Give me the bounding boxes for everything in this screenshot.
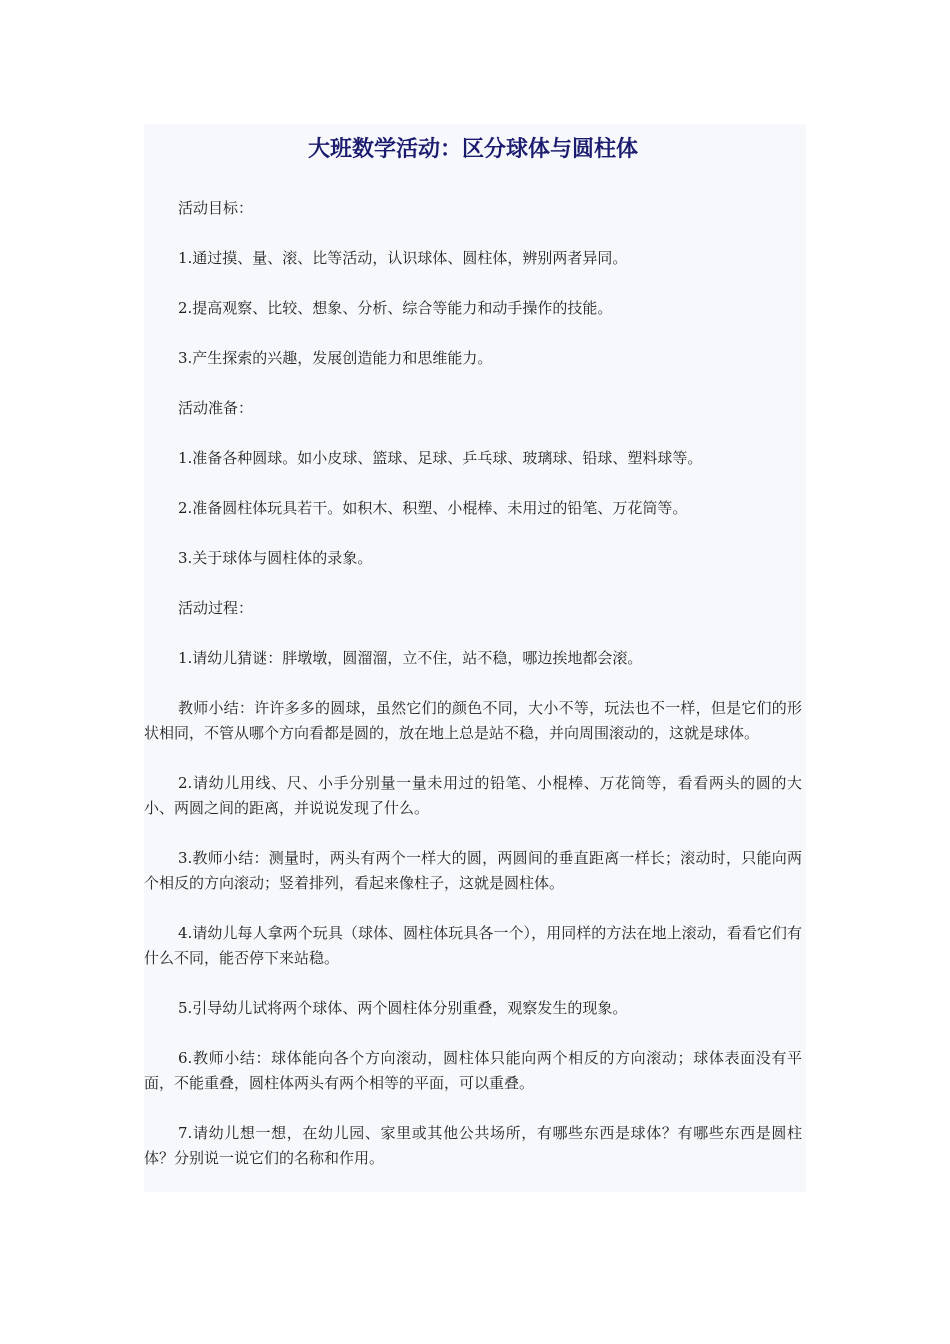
paragraph: 1.通过摸、量、滚、比等活动，认识球体、圆柱体，辨别两者异同。 bbox=[178, 249, 628, 267]
paragraph: 3.产生探索的兴趣，发展创造能力和思维能力。 bbox=[178, 349, 493, 367]
paragraph: 4.请幼儿每人拿两个玩具（球体、圆柱体玩具各一个），用同样的方法在地上滚动，看看它们有什么不同，能否停下来站稳。 bbox=[144, 924, 802, 967]
paragraph: 2.提高观察、比较、想象、分析、综合等能力和动手操作的技能。 bbox=[178, 299, 613, 317]
paragraph: 7.请幼儿想一想，在幼儿园、家里或其他公共场所，有哪些东西是球体？有哪些东西是圆柱体？分别说一说它们的名称和作用。 bbox=[144, 1124, 802, 1167]
paragraph: 活动准备： bbox=[178, 399, 254, 417]
paragraph: 活动目标： bbox=[178, 199, 254, 217]
paragraph: 1.请幼儿猜谜：胖墩墩，圆溜溜，立不住，站不稳，哪边挨地都会滚。 bbox=[178, 649, 643, 667]
paragraph: 活动过程： bbox=[178, 599, 254, 617]
paragraph: 2.请幼儿用线、尺、小手分别量一量未用过的铅笔、小棍棒、万花筒等，看看两头的圆的大小、两圆之间的距离，并说说发现了什么。 bbox=[144, 774, 802, 817]
paragraph: 5.引导幼儿试将两个球体、两个圆柱体分别重叠，观察发生的现象。 bbox=[178, 999, 628, 1017]
paragraph: 1.准备各种圆球。如小皮球、篮球、足球、乒乓球、玻璃球、铅球、塑料球等。 bbox=[178, 449, 703, 467]
document-title: 大班数学活动：区分球体与圆柱体 bbox=[307, 137, 638, 162]
paragraph: 教师小结：许许多多的圆球，虽然它们的颜色不同，大小不等，玩法也不一样，但是它们的形状相同，不管从哪个方向看都是圆的，放在地上总是站不稳，并向周围滚动的，这就是球体。 bbox=[144, 699, 802, 742]
paragraph: 2.准备圆柱体玩具若干。如积木、积塑、小棍棒、未用过的铅笔、万花筒等。 bbox=[178, 499, 688, 517]
paragraph: 3.关于球体与圆柱体的录象。 bbox=[178, 549, 373, 567]
document-panel bbox=[144, 124, 806, 1192]
paragraph: 3.教师小结：测量时，两头有两个一样大的圆，两圆间的垂直距离一样长；滚动时，只能向两个相反的方向滚动；竖着排列，看起来像柱子，这就是圆柱体。 bbox=[144, 849, 802, 892]
paragraph: 6.教师小结：球体能向各个方向滚动，圆柱体只能向两个相反的方向滚动；球体表面没有平面，不能重叠，圆柱体两头有两个相等的平面，可以重叠。 bbox=[144, 1049, 802, 1092]
